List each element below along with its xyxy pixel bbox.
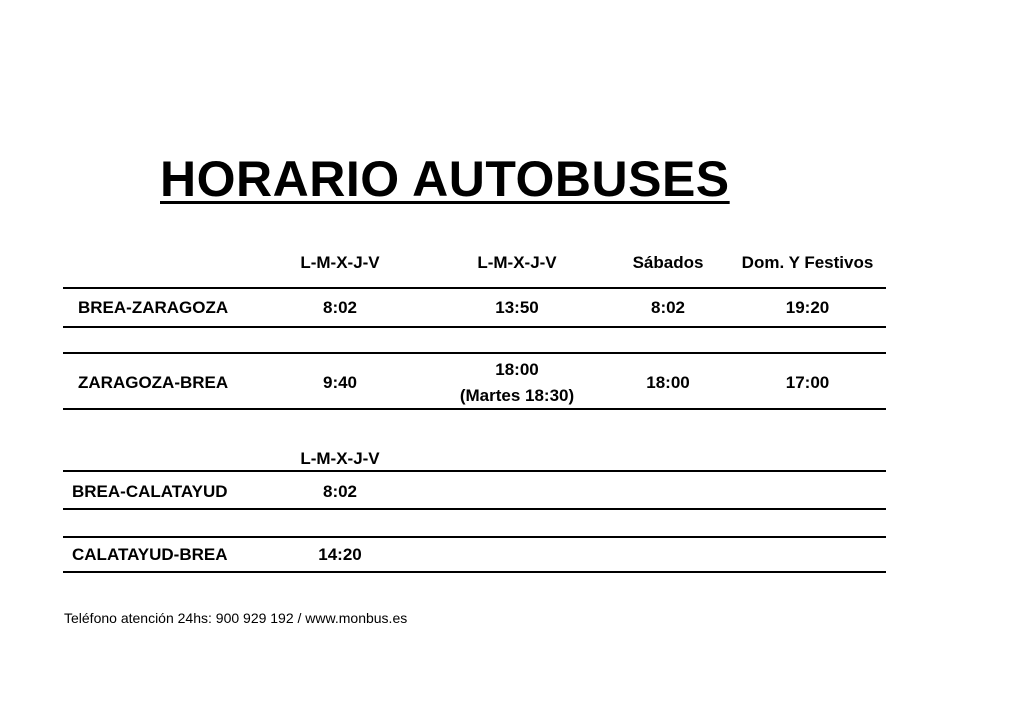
- time-cell: 17:00: [785, 373, 830, 392]
- table-divider: [63, 508, 886, 510]
- time-cell: 19:20: [785, 298, 830, 317]
- route-brea-zaragoza: BREA-ZARAGOZA: [78, 298, 229, 317]
- table-divider: [63, 470, 886, 472]
- column-header-weekdays-2: L-M-X-J-V: [477, 253, 557, 272]
- time-cell: 8:02: [322, 482, 358, 501]
- column-header-sundays-holidays: Dom. Y Festivos: [741, 253, 874, 272]
- time-cell: 14:20: [318, 545, 362, 564]
- route-zaragoza-brea: ZARAGOZA-BREA: [78, 373, 229, 392]
- time-cell: 8:02: [322, 298, 358, 317]
- table-divider: [63, 326, 886, 328]
- table-divider: [63, 536, 886, 538]
- route-calatayud-brea: CALATAYUD-BREA: [72, 545, 228, 564]
- time-cell: 8:02: [650, 298, 686, 317]
- time-cell: 18:00: [495, 360, 539, 379]
- route-brea-calatayud: BREA-CALATAYUD: [72, 482, 228, 501]
- table-divider: [63, 352, 886, 354]
- contact-footer: Teléfono atención 24hs: 900 929 192 / www.monbus.es: [64, 610, 408, 626]
- column-header-weekdays-3: L-M-X-J-V: [300, 449, 380, 468]
- column-header-saturdays: Sábados: [632, 253, 704, 272]
- table-divider: [63, 408, 886, 410]
- page-title: HORARIO AUTOBUSES: [160, 151, 730, 207]
- time-cell: 13:50: [495, 298, 539, 317]
- table-divider: [63, 287, 886, 289]
- table-divider: [63, 571, 886, 573]
- time-note: (Martes 18:30): [459, 386, 575, 405]
- time-cell: 9:40: [322, 373, 358, 392]
- time-cell: 18:00: [646, 373, 690, 392]
- column-header-weekdays-1: L-M-X-J-V: [300, 253, 380, 272]
